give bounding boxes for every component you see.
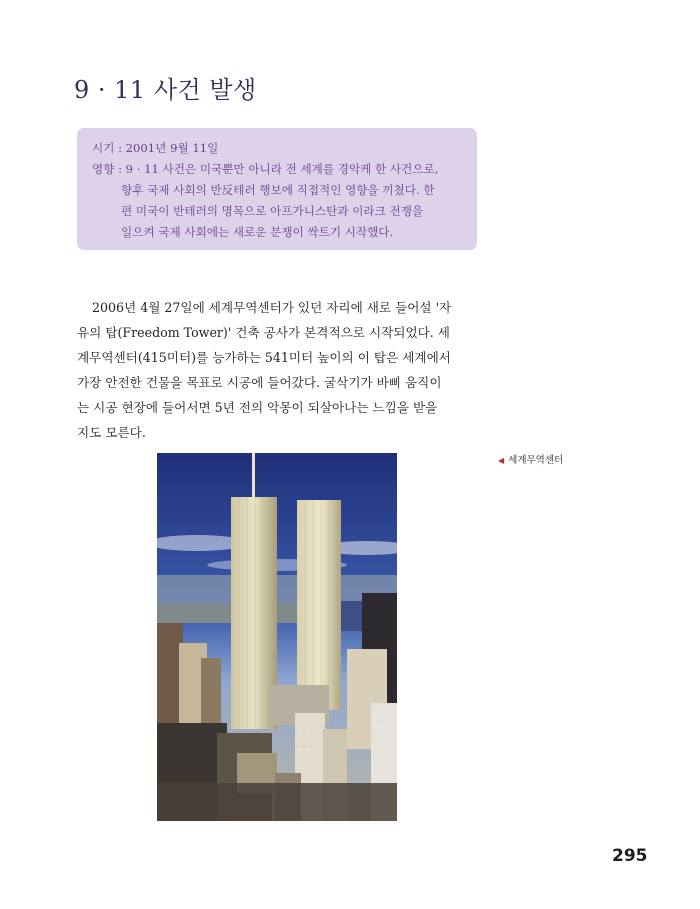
photo-caption (498, 452, 563, 466)
info-line-impact-cont-1: 향후 국제 사회의 반反테러 행보에 직접적인 영향을 끼쳤다. 한 (121, 183, 435, 197)
world-trade-center-photo (157, 453, 397, 821)
caption-text: 세계무역센터 (508, 455, 564, 466)
info-line-date: 시기 : 2001년 9월 11일 (92, 141, 219, 155)
body-line-3: 계무역센터(415미터)를 능가하는 541미터 높이의 이 탑은 세계에서 (77, 350, 451, 365)
body-line-4: 가장 안전한 건물을 목표로 시공에 들어갔다. 굴삭기가 바삐 움직이 (77, 375, 442, 390)
body-line-1: 2006년 4월 27일에 세계무역센터가 있던 자리에 새로 들어설 '자 (92, 300, 452, 315)
page-number: 295 (612, 846, 648, 866)
info-line-impact-cont-3: 일으켜 국제 사회에는 새로운 분쟁이 싹트기 시작했다. (121, 225, 394, 239)
info-line-impact: 영향 : 9 · 11 사건은 미국뿐만 아니라 전 세계를 경악케 한 사건으로, (92, 162, 439, 176)
caption-arrow-icon: ◀ (498, 456, 505, 465)
info-line-impact-cont-2: 편 미국이 반테러의 명목으로 아프가니스탄과 이라크 전쟁을 (121, 204, 424, 218)
section-title: 9 · 11 사건 발생 (74, 76, 257, 104)
body-line-6: 지도 모른다. (77, 425, 146, 440)
info-box (77, 128, 477, 250)
body-line-2: 유의 탑(Freedom Tower)' 건축 공사가 본격적으로 시작되었다. 세 (77, 325, 450, 340)
body-line-5: 는 시공 현장에 들어서면 5년 전의 악몽이 되살아나는 느낌을 받을 (77, 400, 438, 415)
